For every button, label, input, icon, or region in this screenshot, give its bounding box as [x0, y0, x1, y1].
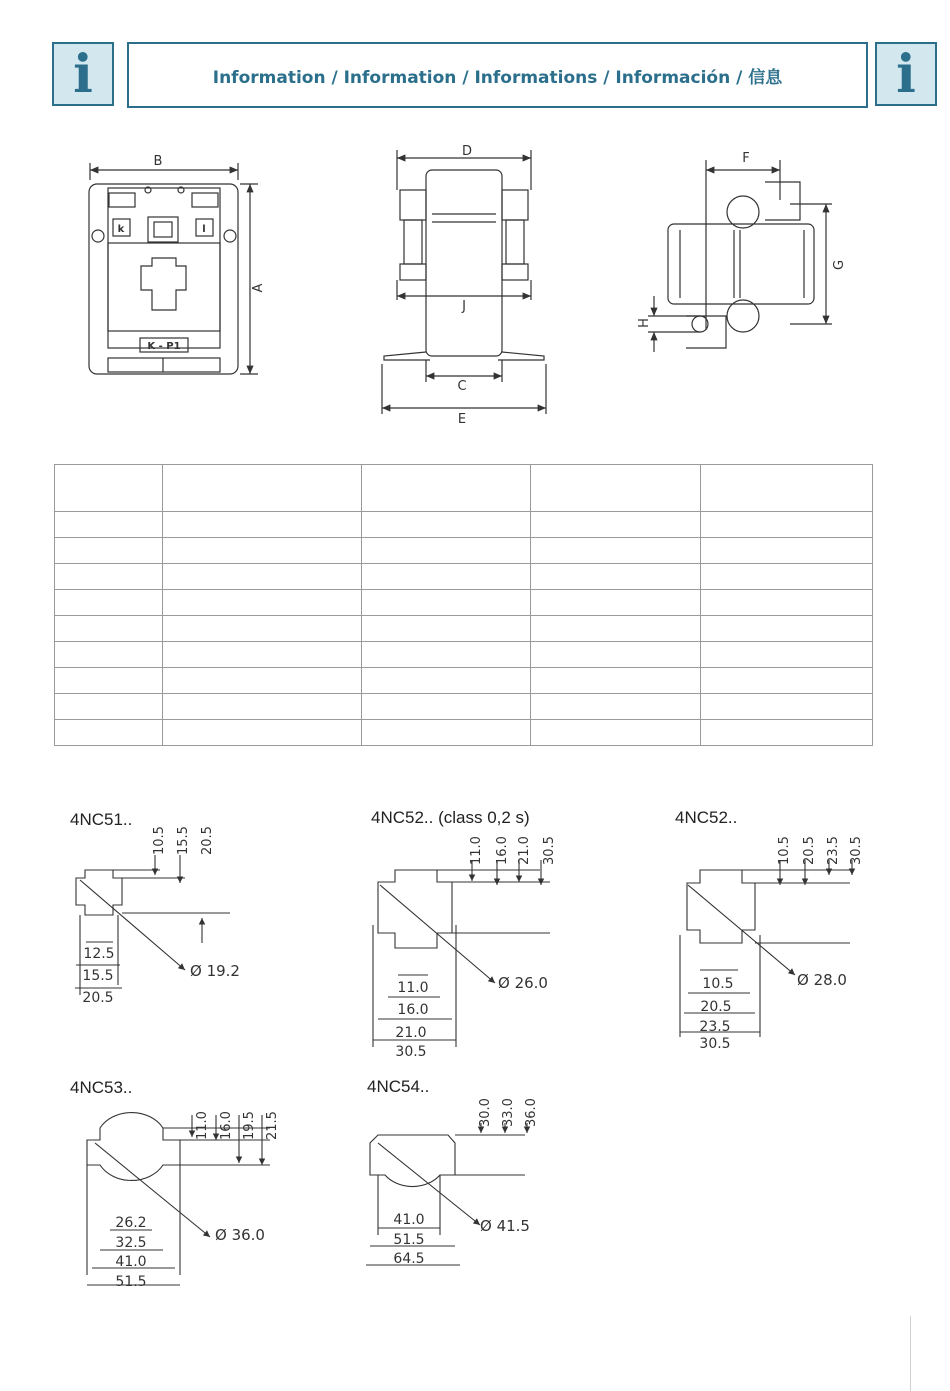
marking-label: K - P1 [147, 341, 181, 352]
nc52-hdim-1: 20.5 [700, 999, 732, 1015]
nc52-hdim-2: 23.5 [699, 1019, 731, 1035]
nc53-vdim-0: 11.0 [195, 1111, 210, 1140]
info-icon: i [52, 42, 114, 106]
terminal-k-label: k [117, 224, 125, 235]
page-title: Information / Information / Informations / Información / 信息 [127, 42, 868, 108]
nc54-vdim-1: 33.0 [501, 1098, 516, 1127]
dim-j-label: J [462, 299, 466, 314]
nc53-vdim-1: 16.0 [219, 1111, 234, 1140]
nc54-hdim-0: 41.0 [393, 1212, 425, 1228]
dim-f-label: F [742, 151, 750, 166]
dim-h-label: H [637, 318, 652, 328]
nc52-diameter: Ø 28.0 [797, 971, 847, 989]
table-row [55, 694, 873, 720]
table-row [55, 668, 873, 694]
nc52s-hdim-1: 16.0 [397, 1002, 429, 1018]
table-row [55, 616, 873, 642]
profile-title-4nc53: 4NC53.. [70, 1078, 133, 1097]
table-row [55, 512, 873, 538]
profile-title-4nc51: 4NC51.. [70, 810, 133, 829]
nc51-hdim-2: 20.5 [82, 990, 114, 1006]
nc52s-vdim-3: 30.5 [542, 836, 557, 865]
nc51-hdim-0: 12.5 [83, 946, 115, 962]
top-view-drawing [648, 160, 832, 352]
profile-title-4nc52-class: 4NC52.. (class 0,2 s) [371, 808, 530, 827]
nc54-hdim-2: 64.5 [393, 1251, 425, 1267]
nc51-vdim-0: 10.5 [152, 826, 167, 855]
dim-d-label: D [461, 144, 473, 159]
nc53-hdim-2: 41.0 [115, 1254, 147, 1270]
nc53-diameter: Ø 36.0 [215, 1226, 265, 1244]
nc52s-diameter: Ø 26.0 [498, 974, 548, 992]
table-row [55, 564, 873, 590]
nc53-vdim-2: 19.5 [242, 1111, 257, 1140]
nc52s-vdim-2: 21.0 [517, 836, 532, 865]
opening-profiles [0, 825, 950, 1385]
nc53-hdim-0: 26.2 [115, 1215, 147, 1231]
table-header-row [55, 465, 873, 512]
profile-4nc54-drawing [366, 1123, 527, 1265]
nc52s-vdim-0: 11.0 [469, 836, 484, 865]
profile-title-4nc52: 4NC52.. [675, 808, 738, 827]
nc54-vdim-2: 36.0 [524, 1098, 539, 1127]
nc52s-vdim-1: 16.0 [495, 836, 510, 865]
nc52-vdim-1: 20.5 [802, 836, 817, 865]
info-icon: i [875, 42, 937, 106]
dim-b-label: B [153, 154, 163, 169]
nc53-hdim-3: 51.5 [115, 1274, 147, 1290]
nc54-diameter: Ø 41.5 [480, 1217, 530, 1235]
dim-e-label: E [457, 412, 467, 427]
nc51-vdim-2: 20.5 [200, 826, 215, 855]
table-row [55, 590, 873, 616]
nc52-vdim-2: 23.5 [826, 836, 841, 865]
nc52s-hdim-3: 30.5 [395, 1044, 427, 1060]
nc51-hdim-1: 15.5 [82, 968, 114, 984]
profile-title-4nc54: 4NC54.. [367, 1077, 430, 1096]
nc52-vdim-3: 30.5 [849, 836, 864, 865]
nc54-vdim-0: 30.0 [478, 1098, 493, 1127]
nc51-vdim-1: 15.5 [176, 826, 191, 855]
side-view-drawing [382, 150, 546, 414]
profile-4nc52-class-drawing [373, 860, 550, 1047]
nc52-hdim-3: 30.5 [699, 1036, 731, 1052]
nc54-hdim-1: 51.5 [393, 1232, 425, 1248]
dim-a-label: A [251, 283, 266, 293]
dim-g-label: G [832, 259, 847, 271]
nc51-diameter: Ø 19.2 [190, 962, 240, 980]
dimension-drawings [0, 0, 950, 450]
dim-c-label: C [457, 379, 467, 394]
nc52s-hdim-0: 11.0 [397, 980, 429, 996]
nc53-vdim-3: 21.5 [265, 1111, 280, 1140]
table-row [55, 642, 873, 668]
nc52-hdim-0: 10.5 [702, 976, 734, 992]
page-edge-line [910, 1316, 911, 1391]
nc52s-hdim-2: 21.0 [395, 1025, 427, 1041]
table-row [55, 538, 873, 564]
terminal-l-label: l [202, 224, 206, 235]
dimension-table [54, 464, 873, 746]
nc52-vdim-0: 10.5 [777, 836, 792, 865]
nc53-hdim-1: 32.5 [115, 1235, 147, 1251]
table-row [55, 720, 873, 746]
